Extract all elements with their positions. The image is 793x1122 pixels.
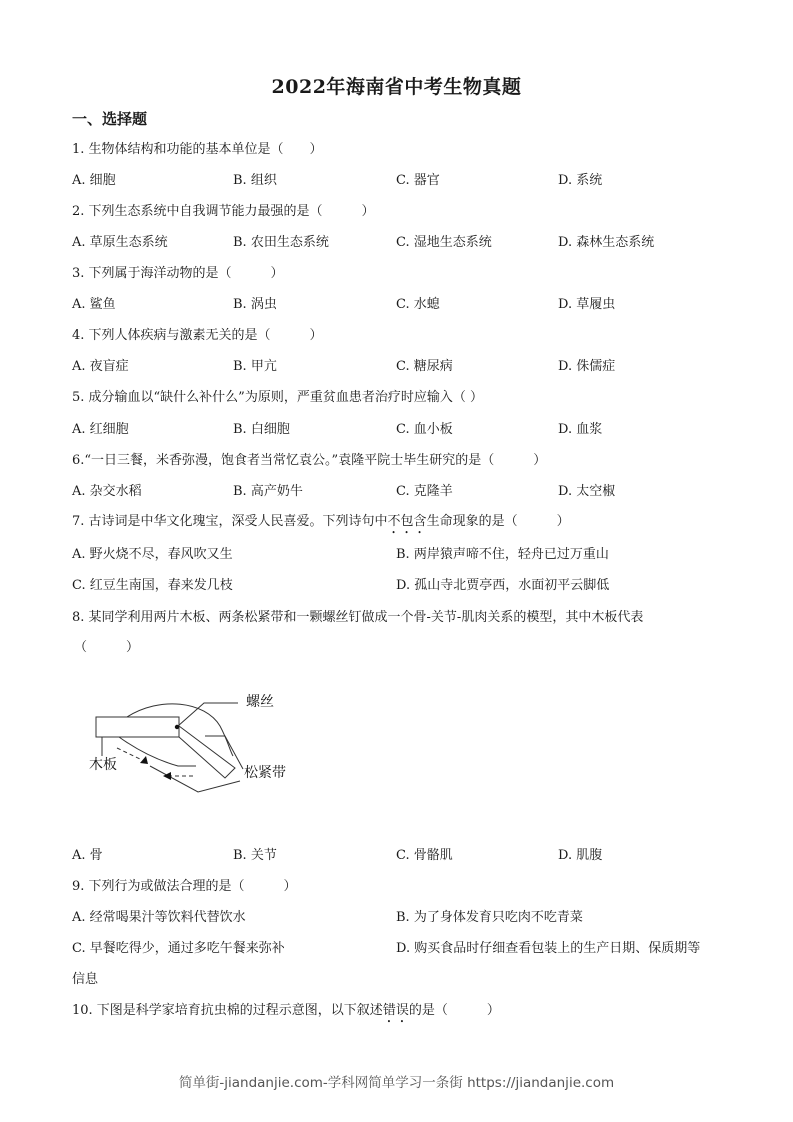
question-6-option-b: B. 高产奶牛 <box>233 484 303 499</box>
question-5-option-c: C. 血小板 <box>396 422 453 437</box>
question-7-stem-before: 7. 古诗词是中华文化瑰宝，深受人民喜爱。下列诗句中 <box>72 514 388 529</box>
section-heading: 一、选择题 <box>72 110 148 128</box>
model-drawing <box>80 686 320 806</box>
screw-label: 螺丝 <box>246 694 274 710</box>
question-3-stem: 3. 下列属于海洋动物的是（ ） <box>72 266 284 281</box>
question-9-option-d: D. 购买食品时仔细查看包装上的生产日期、保质期等 <box>396 941 701 956</box>
question-9-option-c: C. 早餐吃得少，通过多吃午餐来弥补 <box>72 941 285 956</box>
question-6-option-a: A. 杂交水稻 <box>72 484 142 499</box>
question-9-option-b: B. 为了身体发育只吃肉不吃青菜 <box>396 910 583 925</box>
question-7-stem-after: 生命现象的是（ ） <box>426 514 570 529</box>
question-2-option-a: A. 草原生态系统 <box>72 235 168 250</box>
question-5-stem: 5. 成分输血以“缺什么补什么”为原则，严重贫血患者治疗时应输入（ ） <box>72 390 483 405</box>
question-1-option-d: D. 系统 <box>558 173 603 188</box>
question-3-option-d: D. 草履虫 <box>558 297 616 312</box>
question-4-option-b: B. 甲亢 <box>233 359 277 374</box>
question-7-option-d: D. 孤山寺北贾亭西，水面初平云脚低 <box>396 578 610 593</box>
question-6-option-c: C. 克隆羊 <box>396 484 453 499</box>
question-3-option-a: A. 鲨鱼 <box>72 297 116 312</box>
question-6-option-d: D. 太空椒 <box>558 484 616 499</box>
question-10-stem-after: 的是（ ） <box>408 1003 500 1018</box>
question-2-option-c: C. 湿地生态系统 <box>396 235 492 250</box>
question-3-option-c: C. 水螅 <box>396 297 440 312</box>
document-title: 2022年海南省中考生物真题 <box>271 76 522 98</box>
question-8-stem: 8. 某同学利用两片木板、两条松紧带和一颗螺丝钉做成一个骨-关节-肌肉关系的模型，其中木板代表 <box>72 610 644 625</box>
question-2-stem: 2. 下列生态系统中自我调节能力最强的是（ ） <box>72 204 375 219</box>
question-8-option-c: C. 骨骼肌 <box>396 848 453 863</box>
footer-watermark: 简单街-jiandanjie.com-学科网简单学习一条街 https://jiandanjie.com <box>178 1075 615 1091</box>
question-9-stem: 9. 下列行为或做法合理的是（ ） <box>72 879 297 894</box>
question-1-option-c: C. 器官 <box>396 173 440 188</box>
question-2-option-b: B. 农田生态系统 <box>233 235 329 250</box>
question-7-stem <box>72 514 570 537</box>
question-8-option-b: B. 关节 <box>233 848 277 863</box>
question-10-stem <box>72 1003 500 1026</box>
question-7-emphasis: 不包含 <box>387 514 427 529</box>
question-8-option-d: D. 肌腹 <box>558 848 603 863</box>
elastic-band-label: 松紧带 <box>244 765 286 781</box>
question-4-stem: 4. 下列人体疾病与激素无关的是（ ） <box>72 328 323 343</box>
question-5-option-a: A. 红细胞 <box>72 422 129 437</box>
question-10-stem-before: 10. 下图是科学家培育抗虫棉的过程示意图，以下叙述 <box>72 1003 383 1018</box>
question-10-emphasis: 错误 <box>382 1003 409 1018</box>
question-7-option-b: B. 两岸猿声啼不住，轻舟已过万重山 <box>396 547 609 562</box>
question-5-option-d: D. 血浆 <box>558 422 603 437</box>
bone-joint-muscle-model-diagram <box>80 686 320 806</box>
question-5-option-b: B. 白细胞 <box>233 422 290 437</box>
question-3-option-b: B. 涡虫 <box>233 297 277 312</box>
question-9-option-a: A. 经常喝果汁等饮料代替饮水 <box>72 910 246 925</box>
question-4-option-d: D. 侏儒症 <box>558 359 616 374</box>
question-1-option-b: B. 组织 <box>233 173 277 188</box>
question-6-stem: 6.“一日三餐，米香弥漫，饱食者当常忆袁公。”袁隆平院士毕生研究的是（ ） <box>72 453 547 468</box>
question-2-option-d: D. 森林生态系统 <box>558 235 655 250</box>
question-1-stem: 1. 生物体结构和功能的基本单位是（ ） <box>72 142 323 157</box>
question-7-option-a: A. 野火烧不尽，春风吹又生 <box>72 547 233 562</box>
question-8-answer-blank: （ ） <box>74 640 140 655</box>
question-4-option-c: C. 糖尿病 <box>396 359 453 374</box>
question-8-option-a: A. 骨 <box>72 848 103 863</box>
question-9-option-d-continued: 信息 <box>72 972 99 987</box>
board-label: 木板 <box>89 757 117 773</box>
question-7-option-c: C. 红豆生南国，春来发几枝 <box>72 578 233 593</box>
question-1-option-a: A. 细胞 <box>72 173 116 188</box>
question-4-option-a: A. 夜盲症 <box>72 359 129 374</box>
